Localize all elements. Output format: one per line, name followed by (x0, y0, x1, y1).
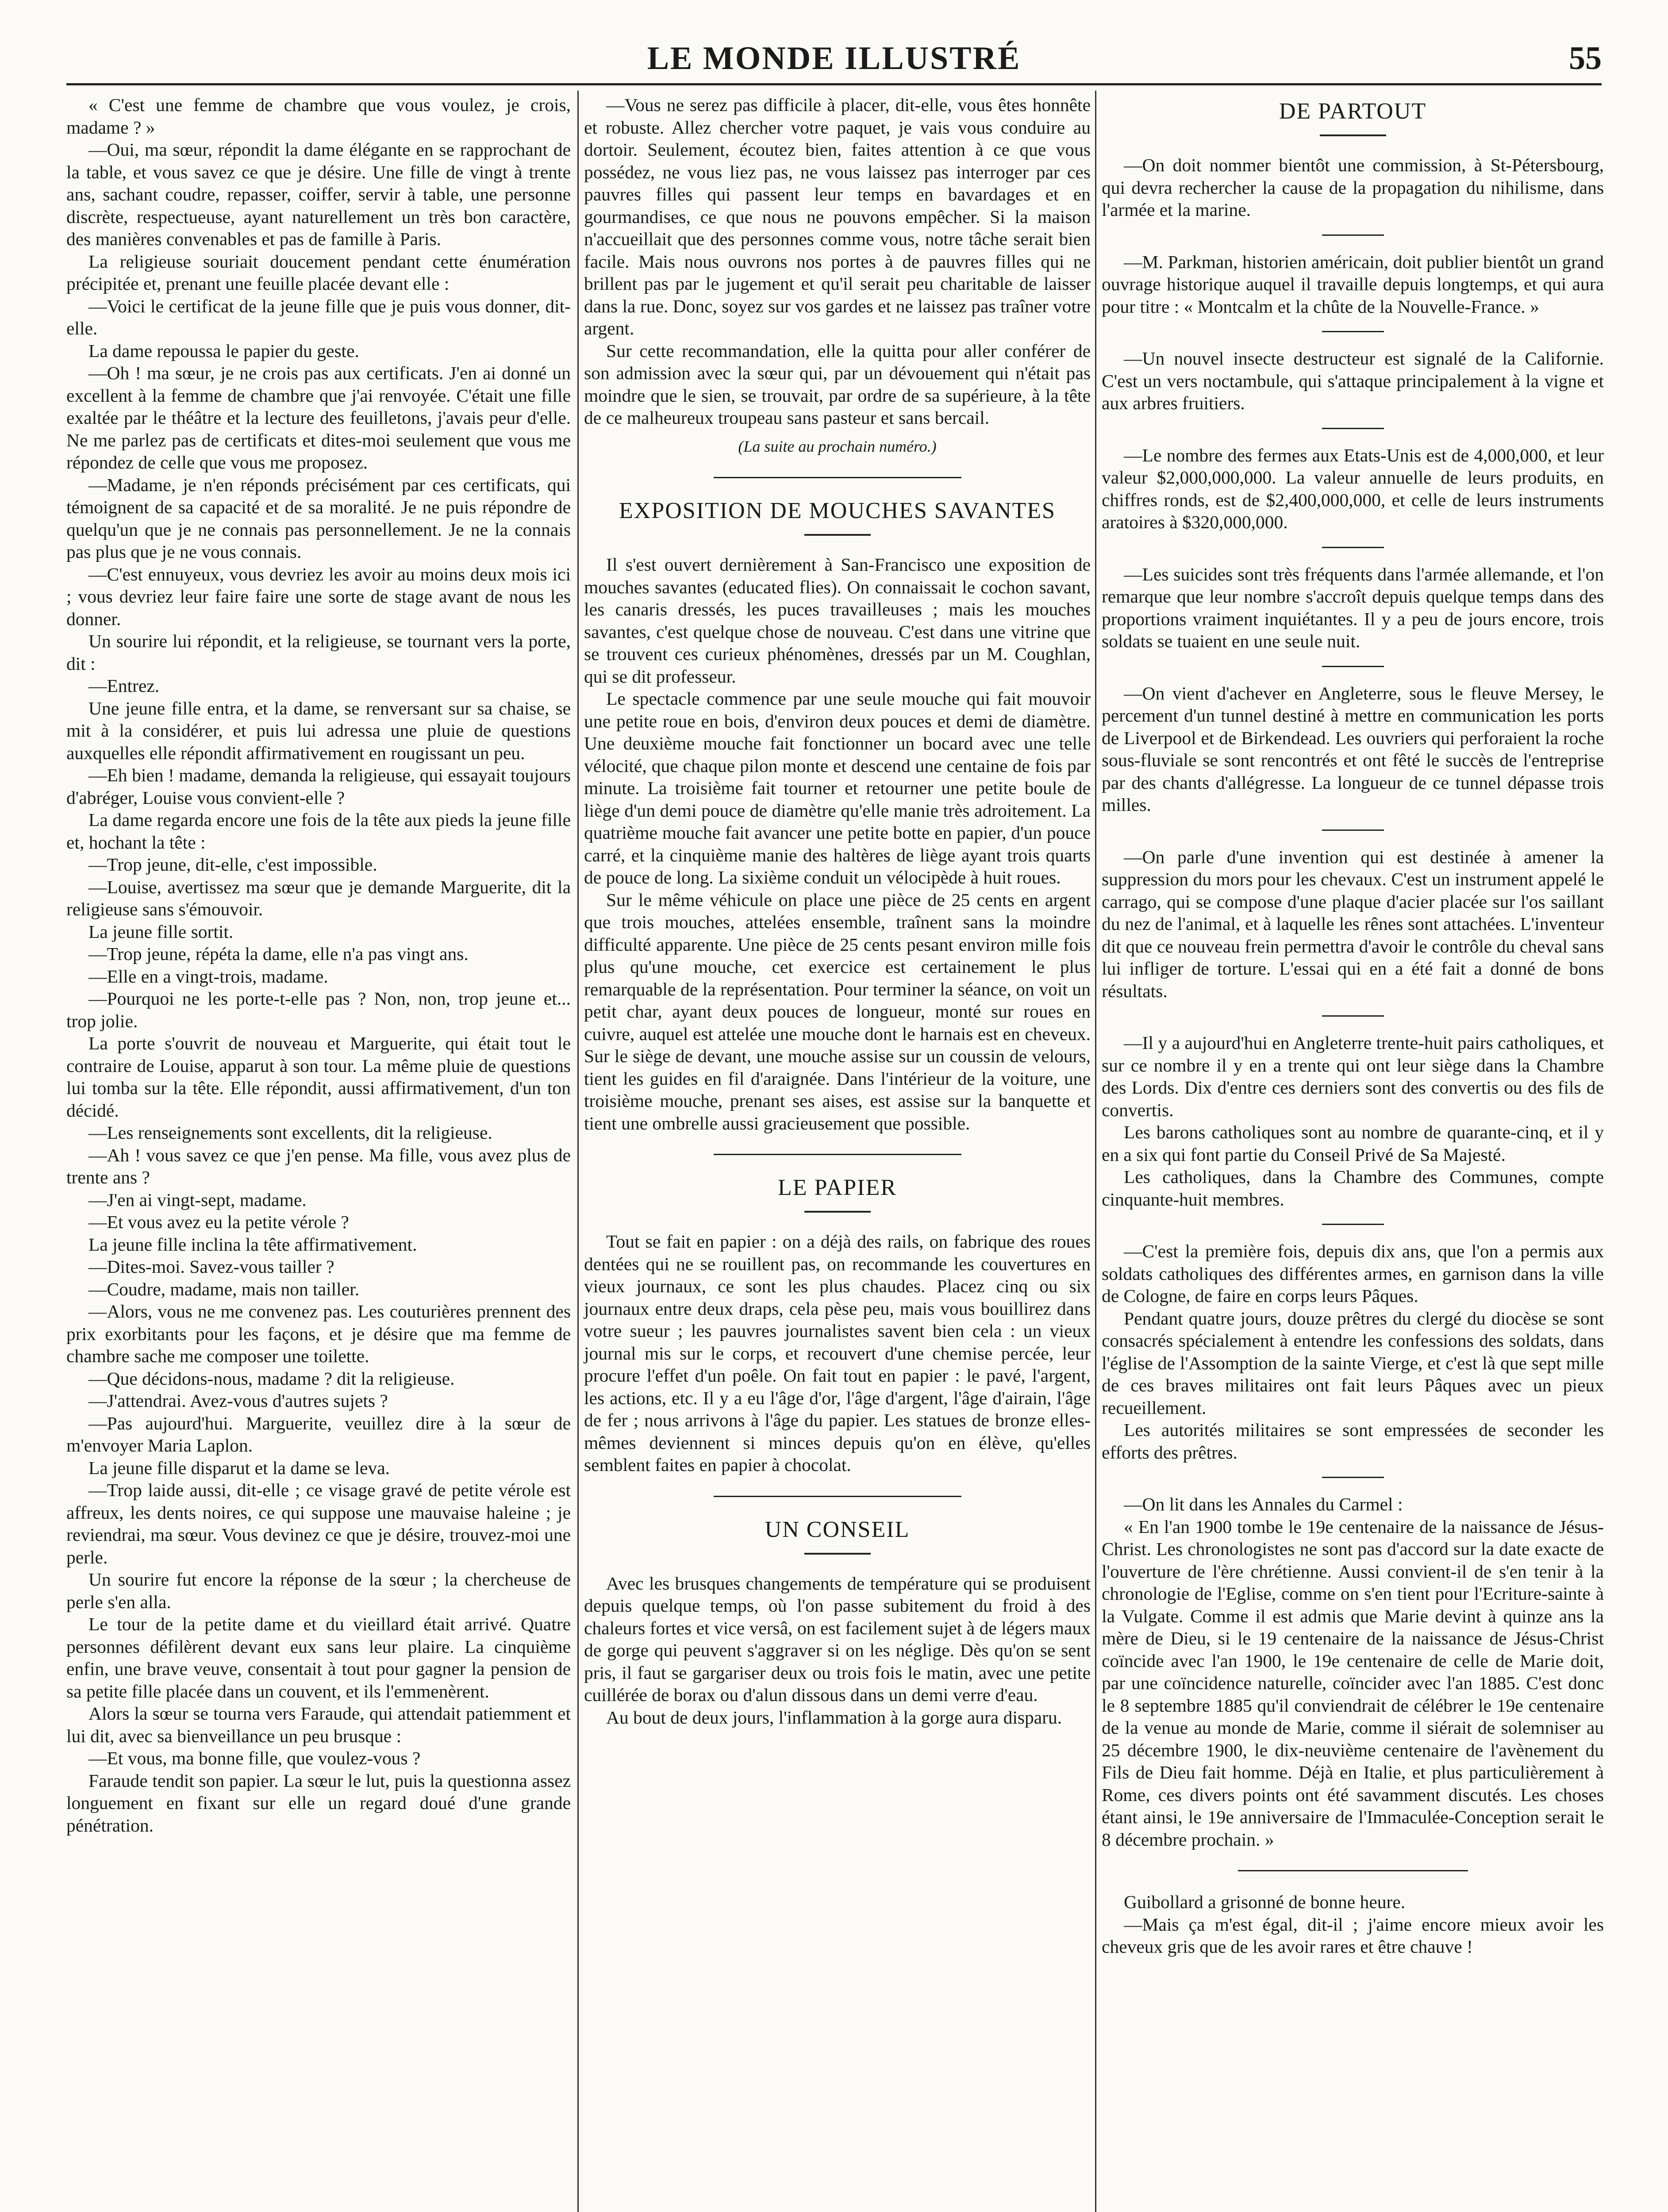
paragraph: —Entrez. (88, 676, 160, 696)
paragraph: —Louise, avertissez ma sœur que je demande Marguerite, dit la religieuse sans s'émouvoir. (66, 876, 571, 919)
paragraph: —Ah ! vous savez ce que j'en pense. Ma fille, vous avez plus de trente ans ? (66, 1144, 571, 1187)
title-rule (804, 534, 871, 536)
header-rule (66, 83, 1602, 85)
paragraph: Un sourire fut encore la réponse de la sœur ; la chercheuse de perle s'en alla. (66, 1569, 571, 1612)
paragraph: —Que décidons-nous, madame ? dit la religieuse. (88, 1368, 455, 1389)
news-item: Pendant quatre jours, douze prêtres du clergé du diocèse se sont consacrés spécialement à entendre les confessions des soldats, dans l'église de l'Assomption de la sainte Vierge, et c'est là que sept mille de ces braves militaires ont fait leurs Pâques avec un pieux recueillement. (1102, 1308, 1604, 1418)
news-item: —Le nombre des fermes aux Etats-Unis est de 4,000,000, et leur valeur $2,000,000,000. La valeur annuelle de leurs produits, en chiffres ronds, est de $2,400,000,000, et celle de leurs instruments aratoires à $320,000,000. (1102, 445, 1604, 532)
item-separator (1322, 1015, 1384, 1017)
anecdote: —Mais ça m'est égal, dit-il ; j'aime encore mieux avoir les cheveux gris que de les avoir rares et être chauve ! (1102, 1914, 1604, 1957)
paragraph: Sur cette recommandation, elle la quitta pour aller conférer de son admission avec la sœur qui, par un dévouement qui n'était pas moindre que le sien, se trouvait, par ordre de sa supérieure, à la tête de ce malheureux troupeau sans pasteur et sans bercail. (584, 340, 1091, 428)
paragraph: —Trop jeune, dit-elle, c'est impossible. (88, 854, 377, 875)
paragraph: —J'attendrai. Avez-vous d'autres sujets ? (88, 1390, 388, 1411)
paragraph: —Eh bien ! madame, demanda la religieuse, qui essayait toujours d'abréger, Louise vous convient-elle ? (66, 765, 571, 808)
paragraph: Avec les brusques changements de température qui se produisent depuis quelque temps, où l'on passe subitement du froid à des chaleurs fortes et vice versâ, on est facilement sujet à de légers maux de gorge qui peuvent s'aggraver si on les néglige. Dès qu'on se sent pris, il faut se gargariser deux ou trois fois le matin, avec une petite cuillérée de borax ou d'alun dissous dans un demi verre d'eau. (584, 1573, 1091, 1705)
paragraph: Au bout de deux jours, l'inflammation à la gorge aura disparu. (606, 1707, 1062, 1728)
paragraph: Sur le même véhicule on place une pièce de 25 cents en argent que trois mouches, attelées ensemble, traînent sans la moindre difficulté apparente. Une pièce de 25 cents pesant environ mille fois plus qu'une mouche, cet exercice est certainement le plus remarquable de la représentation. Pour terminer la séance, on voit un petit char, ayant deux pouces de longueur, monté sur roues en cuivre, auquel est attelée une mouche dont le harnais est en cheveux. Sur le siège de devant, une mouche assise sur un coussin de velours, tient les guides en fil d'araignée. Dans l'intérieur de la voiture, une troisième mouche, prenant ses aises, est assise sur la banquette et tient une ombrelle aussi gracieusement que possible. (584, 889, 1091, 1133)
item-separator (1322, 428, 1384, 429)
paragraph: Une jeune fille entra, et la dame, se renversant sur sa chaise, se mit à la considérer, et puis lui adressa une pluie de questions auxquelles elle répondit affirmativement en rougissant un peu. (66, 698, 571, 763)
paragraph: Tout se fait en papier : on a déjà des rails, on fabrique des roues dentées qui ne se rouillent pas, on recommande les couvertures en vieux journaux, ce sont les plus chaudes. Placez cinq ou six journaux entre deux draps, cela pèse peu, mais vous bouillirez dans votre sueur ; les pauvres journalistes savent bien cela : un vieux journal mis sur le corps, et recouvert d'une chemise percée, leur procure l'effet d'un poêle. On fait tout en papier : le pavé, l'argent, les actions, etc. Il y a eu l'âge d'or, l'âge d'argent, l'âge d'airain, l'âge de fer ; nous arrivons à l'âge du papier. Les statues de bronze elles-mêmes deviennent si minces depuis qu'on en élève, qu'elles semblent faites en papier à chocolat. (584, 1231, 1091, 1475)
item-separator (1322, 830, 1384, 831)
paragraph: La dame repoussa le papier du geste. (88, 340, 359, 361)
item-separator (1322, 666, 1384, 667)
news-item: —Un nouvel insecte destructeur est signalé de la Californie. C'est un vers noctambule, qui s'attaque principalement à la vigne et aux arbres fruitiers. (1102, 348, 1604, 413)
paragraph: Faraude tendit son papier. La sœur le lut, puis la questionna assez longuement en fixant sur elle un regard doué d'une grande pénétration. (66, 1770, 571, 1836)
item-separator (1322, 331, 1384, 332)
section-title-papier: LE PAPIER (778, 1175, 897, 1200)
paragraph: La jeune fille sortit. (88, 921, 234, 942)
news-item: Les autorités militaires se sont empressées de seconder les efforts des prêtres. (1102, 1420, 1604, 1463)
paragraph: —J'en ai vingt-sept, madame. (88, 1189, 307, 1210)
paragraph: Un sourire lui répondit, et la religieuse, se tournant vers la porte, dit : (66, 631, 571, 674)
paragraph: —Trop laide aussi, dit-elle ; ce visage gravé de petite vérole est affreux, les dents noires, ce qui suppose une mauvaise haleine ; je reviendrai, ma sœur. Vous devinez ce que je désire, trouvez-moi une perle. (66, 1480, 571, 1567)
newspaper-title: LE MONDE ILLUSTRÉ (647, 40, 1021, 77)
paragraph: Il s'est ouvert dernièrement à San-Francisco une exposition de mouches savantes (educated flies). On connaissait le cochon savant, les canaris dressés, les puces travailleuses ; mais les mouches savantes, c'est quelque chose de nouveau. C'est dans une vitrine que se trouvent ces curieux phénomènes, dressés par un M. Coughlan, qui se dit professeur. (584, 554, 1091, 687)
section-title-de-partout: DE PARTOUT (1279, 99, 1427, 124)
paragraph: « C'est une femme de chambre que vous voulez, je crois, madame ? » (66, 95, 571, 138)
paragraph: —Voici le certificat de la jeune fille que je puis vous donner, dit-elle. (66, 296, 571, 338)
news-item: —On doit nommer bientôt une commission, à St-Pétersbourg, qui devra rechercher la cause de la propagation du nihilisme, dans l'armée et la marine. (1102, 155, 1604, 220)
item-separator (1322, 1224, 1384, 1225)
anecdote: Guibollard a grisonné de bonne heure. (1124, 1892, 1406, 1912)
section-separator (714, 477, 961, 478)
paragraph: —C'est ennuyeux, vous devriez les avoir au moins deux mois ici ; vous devriez leur faire faire une sorte de stage avant de nous les donner. (66, 564, 571, 629)
paragraph: —Dites-moi. Savez-vous tailler ? (88, 1256, 334, 1277)
title-rule (1320, 134, 1386, 136)
column-divider (577, 91, 579, 2212)
paragraph: —Coudre, madame, mais non tailler. (88, 1279, 359, 1299)
paragraph: Le spectacle commence par une seule mouche qui fait mouvoir une petite roue en bois, d'environ deux pouces et demi de diamètre. Une deuxième mouche fait fonctionner un bocard avec une telle vélocité, que chaque pilon monte et descend une centaine de fois par minute. La troisième fait tourner et retourner une petite boule de liège d'un demi pouce de diamètre qu'elle manie très adroitement. La quatrième mouche fait avancer une petite botte en papier, d'un pouce carré, et la cinquième manie des haltères de liège ayant trois quarts de pouce de long. La sixième conduit un vélocipède à huit roues. (584, 688, 1091, 887)
news-item: —M. Parkman, historien américain, doit publier bientôt un grand ouvrage historique auquel il travaille depuis longtemps, et qui aura pour titre : « Montcalm et la chûte de la Nouvelle-France. » (1102, 251, 1604, 317)
news-item: Les catholiques, dans la Chambre des Communes, compte cinquante-huit membres. (1102, 1167, 1604, 1210)
news-item: —Il y a aujourd'hui en Angleterre trente-huit pairs catholiques, et sur ce nombre il y en a trente qui ont leur siège dans la Chambre des Lords. Dix d'entre ces derniers sont des convertis ou des fils de convertis. (1102, 1033, 1604, 1120)
page-number: 55 (1569, 40, 1602, 77)
title-rule (804, 1553, 871, 1555)
column-3 (1102, 94, 1604, 1958)
paragraph: Le tour de la petite dame et du vieillard était arrivé. Quatre personnes défilèrent devant eux sans leur plaire. La cinquième enfin, une brave veuve, consentait à tout pour gagner la pension de sa petite fille placée dans un couvent, et ils l'emmenèrent. (66, 1614, 571, 1701)
paragraph: La jeune fille inclina la tête affirmativement. (88, 1234, 417, 1255)
item-separator (1322, 547, 1384, 548)
section-separator (1238, 1870, 1468, 1871)
news-item: —On lit dans les Annales du Carmel : (1124, 1494, 1403, 1514)
paragraph: —Pourquoi ne les porte-t-elle pas ? Non, non, trop jeune et... trop jolie. (66, 988, 571, 1031)
item-separator (1322, 234, 1384, 236)
continuation-note: (La suite au prochain numéro.) (738, 437, 937, 455)
section-separator (714, 1154, 961, 1155)
news-item: —On vient d'achever en Angleterre, sous le fleuve Mersey, le percement d'un tunnel destiné à mettre en communication les ports de Liverpool et de Birkendead. Les ouvriers qui perforaient la roche sous-fluviale se sont rencontrés et ont fêté le succès de l'entreprise par des chants d'allégresse. La longueur de ce tunnel dépasse trois milles. (1102, 683, 1604, 815)
paragraph: —Oh ! ma sœur, je ne crois pas aux certificats. J'en ai donné un excellent à la femme de chambre que j'ai renvoyée. C'était une fille exaltée par le théâtre et la lecture des feuilletons, j'avais peur d'elle. Ne me parlez pas de certificats et dites-moi seulement que vous me répondez de celle que vous me proposez. (66, 363, 571, 472)
title-rule (804, 1211, 871, 1213)
paragraph: —Les renseignements sont excellents, dit la religieuse. (88, 1122, 492, 1143)
news-item: —Les suicides sont très fréquents dans l'armée allemande, et l'on remarque que leur nombre s'accroît depuis quelque temps dans des proportions vraiment inquiétantes. Il y a peu de jours encore, trois soldats se tuaient en une seule nuit. (1102, 564, 1604, 651)
column-1 (66, 94, 571, 1836)
column-divider (1095, 91, 1096, 2212)
paragraph: La jeune fille disparut et la dame se leva. (88, 1457, 390, 1478)
paragraph: —Et vous avez eu la petite vérole ? (88, 1212, 349, 1232)
paragraph: —Alors, vous ne me convenez pas. Les couturières prennent des prix exorbitants pour les façons, et je désire que ma femme de chambre sache me composer une toilette. (66, 1301, 571, 1366)
news-item: « En l'an 1900 tombe le 19e centenaire de la naissance de Jésus-Christ. Les chronologistes ne sont pas d'accord sur la date exacte de l'ouverture de l'ère chrétienne. Aussi convient-il de s'en tenir à la chronologie de l'Eglise, comme on s'en tient pour l'Ecriture-sainte à la Vulgate. Comme il est admis que Marie devint à quinze ans la mère de Dieu, si le 19 centenaire de la naissance de Jésus-Christ coïncide avec l'an 1900, le 19e centenaire de celle de Marie doit, par une coïncidence naturelle, coïncider avec l'an 1885. C'est donc le 8 septembre 1885 qu'il conviendrait de célébrer le 19e centenaire de la venue au monde de Marie, comme il siérait de solemniser au 25 décembre 1900, le dix-neuvième centenaire de l'avènement du Fils de Dieu fait homme. Déjà en Italie, et plus particulièrement à Rome, ces divers points ont été savamment discutés. Les choses étant ainsi, le 19e anniversaire de l'Immaculée-Conception serait le 8 décembre prochain. » (1102, 1516, 1604, 1850)
paragraph: Alors la sœur se tourna vers Faraude, qui attendait patiemment et lui dit, avec sa bienveillance un peu brusque : (66, 1703, 571, 1746)
section-title-conseil: UN CONSEIL (765, 1517, 910, 1542)
paragraph: —Vous ne serez pas difficile à placer, dit-elle, vous êtes honnête et robuste. Allez chercher votre paquet, je vais vous conduire au dortoir. Seulement, écoutez bien, faites attention à ce que vous possédez, ne vous liez pas, ne vous laissez pas interroger par ces pauvres filles qui passent leur temps en bavardages et en gourmandises, ce que nous ne pouvons empêcher. Si la maison n'accueillait que des personnes comme vous, notre tâche serait bien facile. Mais nous ouvrons nos portes à de pauvres filles qui ne brillent pas par le jugement et qu'il serait peu charitable de laisser dans la rue. Donc, soyez sur vos gardes et ne laissez pas traîner votre argent. (584, 95, 1091, 338)
paragraph: —Oui, ma sœur, répondit la dame élégante en se rapprochant de la table, et vous savez ce que je désire. Une fille de vingt à trente ans, sachant coudre, repasser, coiffer, servir à table, une personne discrète, respectueuse, ayant naturellement un très bon caractère, des manières convenables et pas de famille à Paris. (66, 139, 571, 249)
section-separator (714, 1496, 961, 1497)
paragraph: La dame regarda encore une fois de la tête aux pieds la jeune fille et, hochant la tête : (66, 810, 571, 853)
paragraph: —Elle en a vingt-trois, madame. (88, 966, 328, 987)
paragraph: La porte s'ouvrit de nouveau et Marguerite, qui était tout le contraire de Louise, apparut à son tour. La même pluie de questions lui tomba sur la tête. Elle répondit, aussi affirmativement, d'un ton décidé. (66, 1033, 571, 1121)
section-title-mouches: EXPOSITION DE MOUCHES SAVANTES (619, 498, 1056, 523)
news-item: —C'est la première fois, depuis dix ans, que l'on a permis aux soldats catholiques des différentes armes, en garnison dans la ville de Cologne, de faire en corps leurs Pâques. (1102, 1241, 1604, 1306)
paragraph: —Madame, je n'en réponds précisément par ces certificats, qui témoignent de sa capacité et de sa moralité. Je ne puis répondre de quelqu'un que je ne connais pas personnellement. Je ne la connais pas plus que je ne vous connais. (66, 474, 571, 562)
paragraph: —Trop jeune, répéta la dame, elle n'a pas vingt ans. (88, 944, 469, 964)
paragraph: —Et vous, ma bonne fille, que voulez-vous ? (88, 1748, 421, 1768)
news-item: Les barons catholiques sont au nombre de quarante-cinq, et il y en a six qui font partie du Conseil Privé de Sa Majesté. (1102, 1122, 1604, 1165)
column-2 (584, 94, 1091, 1728)
masthead (66, 32, 1602, 81)
item-separator (1322, 1477, 1384, 1478)
news-item: —On parle d'une invention qui est destinée à amener la suppression du mors pour les chevaux. C'est un instrument appelé le carrago, qui se compose d'une plaque d'acier placée sur l'os saillant du nez de l'animal, et à laquelle les rênes sont attachées. L'inventeur dit que ce nouveau frein permettra d'avoir le contrôle du cheval sans lui infliger de torture. L'essai qui en a été fait a donné de bons résultats. (1102, 846, 1604, 1001)
paragraph: La religieuse souriait doucement pendant cette énumération précipitée et, prenant une feuille placée devant elle : (66, 251, 571, 294)
paragraph: —Pas aujourd'hui. Marguerite, veuillez dire à la sœur de m'envoyer Maria Laplon. (66, 1413, 571, 1455)
